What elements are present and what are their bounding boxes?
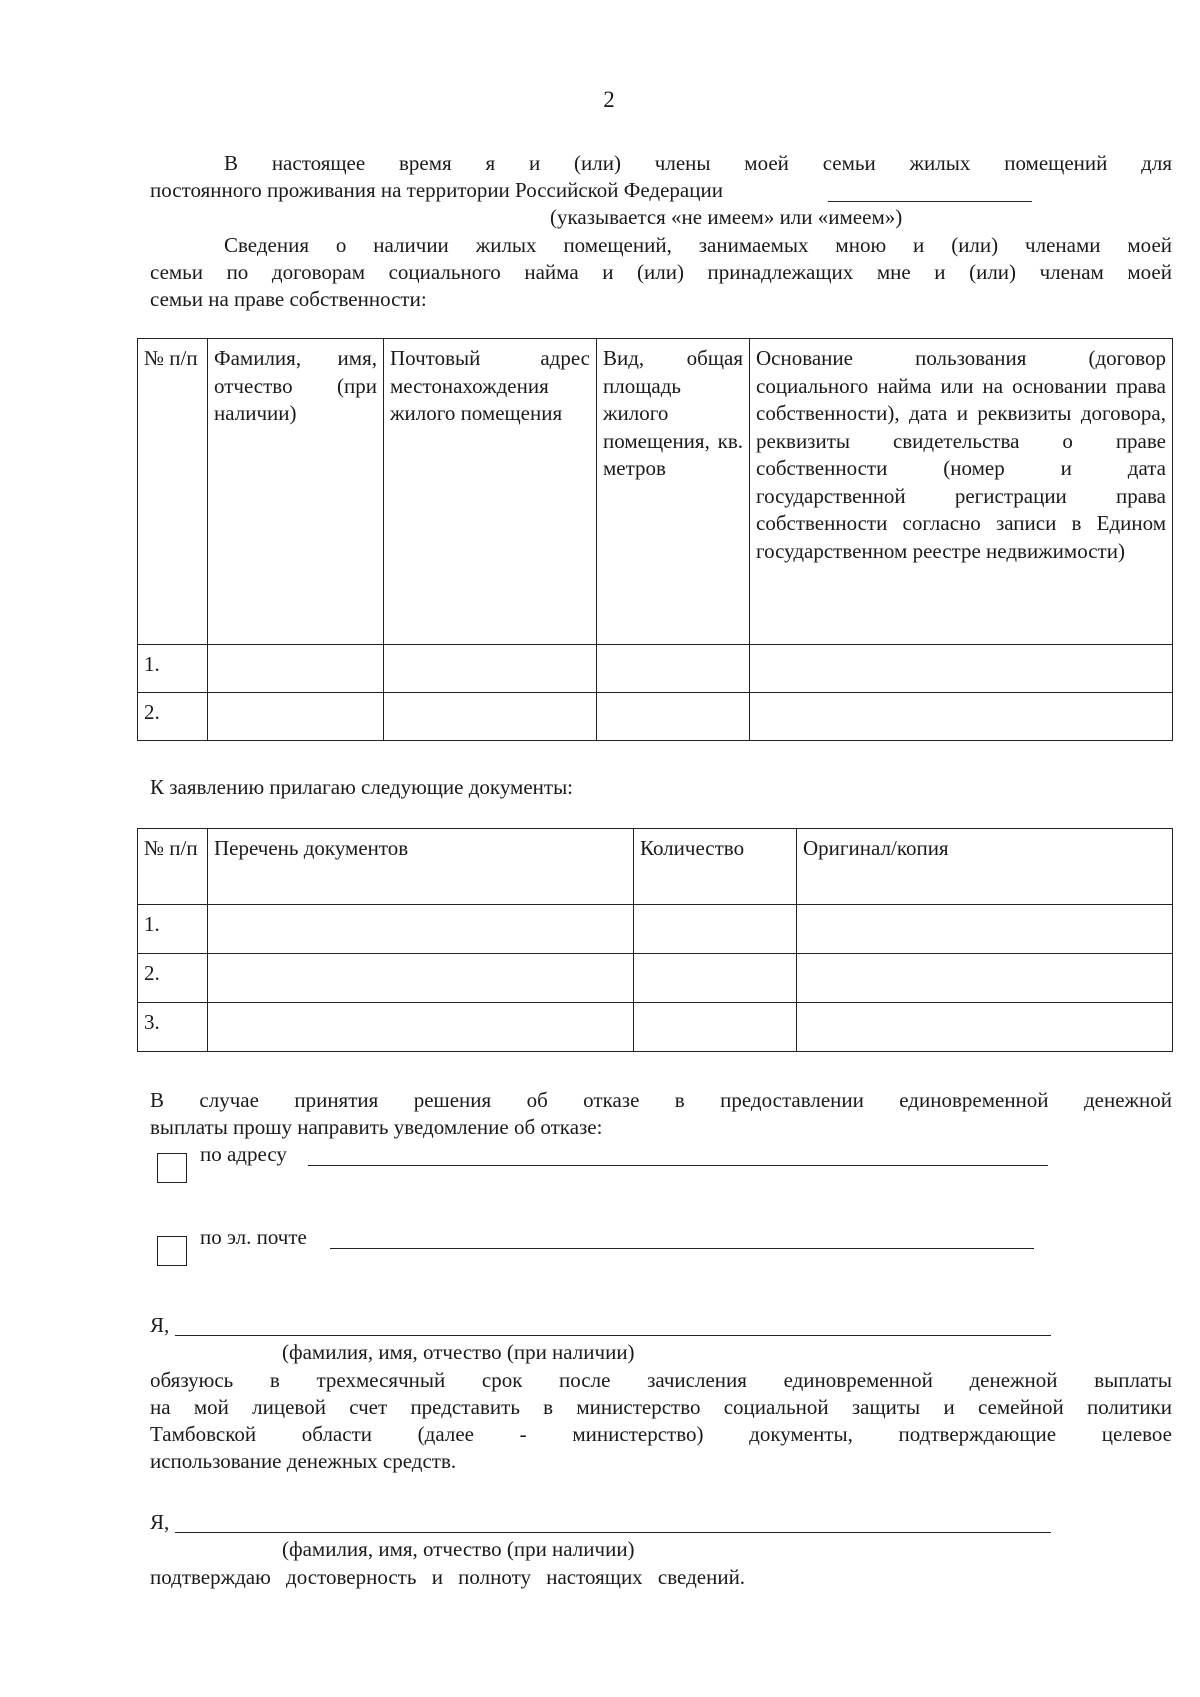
commitment-line-4: использование денежных средств. <box>150 1449 457 1473</box>
confirmation-name-hint: (фамилия, имя, отчество (при наличии) <box>282 1537 635 1561</box>
cell-quantity[interactable] <box>634 1003 797 1052</box>
row-number: 1. <box>138 905 208 954</box>
housing-status-hint: (указывается «не имеем» или «имеем») <box>550 205 903 229</box>
cell-document-name[interactable] <box>208 954 634 1003</box>
cell-document-name[interactable] <box>208 905 634 954</box>
row-number: 2. <box>138 954 208 1003</box>
address-checkbox[interactable] <box>157 1153 187 1183</box>
address-field[interactable] <box>308 1165 1048 1166</box>
header-original-copy: Оригинал/копия <box>797 829 1173 905</box>
cell-original-copy[interactable] <box>797 954 1173 1003</box>
header-number: № п/п <box>138 829 208 905</box>
header-area: Вид, общая площадь жилого помещения, кв. метров <box>597 339 750 645</box>
commitment-name-field[interactable] <box>175 1335 1051 1336</box>
confirmation-name-field[interactable] <box>175 1532 1051 1533</box>
cell-original-copy[interactable] <box>797 905 1173 954</box>
intro-line-3: Сведения о наличии жилых помещений, занимаемых мною и (или) членами моей <box>224 233 1172 257</box>
documents-table <box>137 828 1173 1052</box>
cell-area[interactable] <box>597 645 750 693</box>
header-document-list: Перечень документов <box>208 829 634 905</box>
commitment-line-2: на мой лицевой счет представить в министерство социальной защиты и семейной политики <box>150 1395 1172 1419</box>
intro-line-2: постоянного проживания на территории Российской Федерации <box>150 178 723 202</box>
intro-line-4: семьи по договорам социального найма и (или) принадлежащих мне и (или) членам моей <box>150 260 1172 284</box>
address-option-label: по адресу <box>200 1142 287 1166</box>
row-number: 3. <box>138 1003 208 1052</box>
confirmation-line-1: подтверждаю достоверность и полноту настоящих сведений. <box>150 1565 746 1589</box>
housing-status-field[interactable] <box>828 201 1032 202</box>
refusal-line-1: В случае принятия решения об отказе в предоставлении единовременной денежной <box>150 1088 1172 1112</box>
table-row <box>138 645 1173 693</box>
cell-basis[interactable] <box>750 645 1173 693</box>
row-number: 2. <box>138 693 208 741</box>
header-number: № п/п <box>138 339 208 645</box>
cell-quantity[interactable] <box>634 954 797 1003</box>
cell-basis[interactable] <box>750 693 1173 741</box>
header-full-name: Фамилия, имя, отчество (при наличии) <box>208 339 384 645</box>
page-number: 2 <box>603 87 615 112</box>
commitment-prefix: Я, <box>150 1313 170 1337</box>
header-basis: Основание пользования (договор социального найма или на основании права собственности), дата и реквизиты договора, реквизиты свидетельства о праве собственности (номер и дата государственной регистрации права собственности согласно записи в Едином государственном реестре недвижимости) <box>750 339 1173 645</box>
intro-line-5: семьи на праве собственности: <box>150 287 427 311</box>
commitment-name-hint: (фамилия, имя, отчество (при наличии) <box>282 1340 635 1364</box>
housing-table <box>137 338 1173 741</box>
documents-intro: К заявлению прилагаю следующие документы: <box>150 775 574 799</box>
refusal-line-2: выплаты прошу направить уведомление об отказе: <box>150 1115 603 1139</box>
confirmation-prefix: Я, <box>150 1510 170 1534</box>
email-option-label: по эл. почте <box>200 1225 307 1249</box>
cell-quantity[interactable] <box>634 905 797 954</box>
cell-area[interactable] <box>597 693 750 741</box>
header-postal-address: Почтовый адрес местонахождения жилого помещения <box>384 339 597 645</box>
table-row <box>138 693 1173 741</box>
table-row <box>138 954 1173 1003</box>
documents-table-header <box>138 829 1173 905</box>
intro-line-1: В настоящее время я и (или) члены моей семьи жилых помещений для <box>224 151 1172 175</box>
cell-full-name[interactable] <box>208 645 384 693</box>
table-row <box>138 905 1173 954</box>
commitment-line-3: Тамбовской области (далее - министерство) документы, подтверждающие целевое <box>150 1422 1172 1446</box>
table-row <box>138 1003 1173 1052</box>
cell-document-name[interactable] <box>208 1003 634 1052</box>
cell-postal-address[interactable] <box>384 645 597 693</box>
commitment-line-1: обязуюсь в трехмесячный срок после зачисления единовременной денежной выплаты <box>150 1368 1172 1392</box>
email-checkbox[interactable] <box>157 1236 187 1266</box>
cell-original-copy[interactable] <box>797 1003 1173 1052</box>
header-quantity: Количество <box>634 829 797 905</box>
cell-postal-address[interactable] <box>384 693 597 741</box>
row-number: 1. <box>138 645 208 693</box>
housing-table-header <box>138 339 1173 645</box>
email-field[interactable] <box>330 1248 1034 1249</box>
cell-full-name[interactable] <box>208 693 384 741</box>
